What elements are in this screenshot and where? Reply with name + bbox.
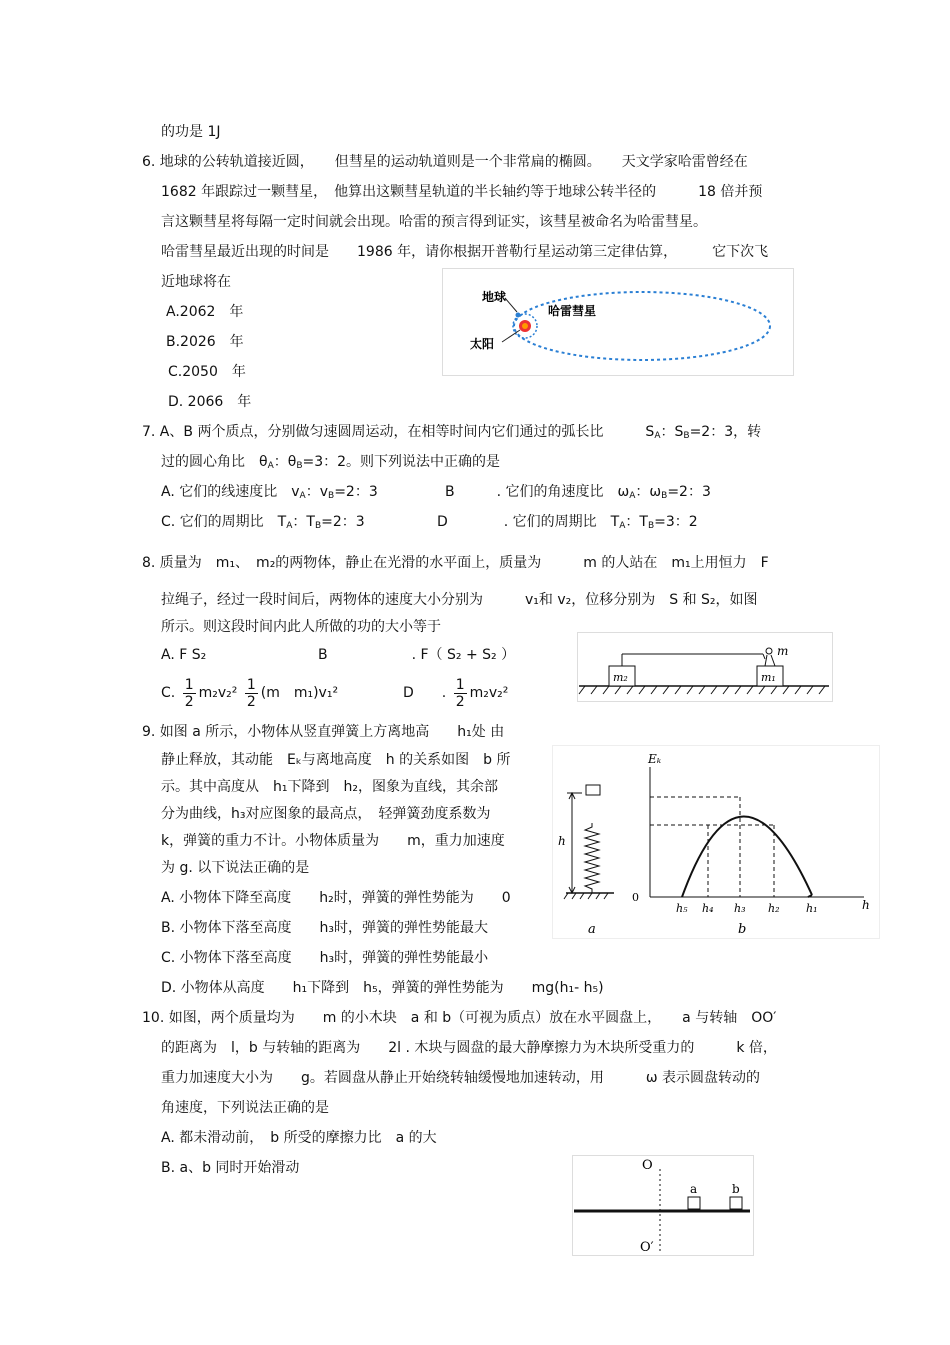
svg-text:b: b — [738, 922, 747, 937]
q9-line-6: 为 g. 以下说法正确的是 — [161, 860, 310, 876]
q9-line-1: 9. 如图 a 所示，小物体从竖直弹簧上方离地高 h₁处 由 — [142, 724, 505, 740]
q9-line-2: 静止释放，其动能 Eₖ与离地高度 h 的关系如图 b 所 — [161, 752, 511, 768]
comet-label: 哈雷彗星 — [548, 304, 597, 318]
q6-line-3: 言这颗彗星将每隔一定时间就会出现。哈雷的预言得到证实，该彗星被命名为哈雷彗星。 — [161, 214, 707, 230]
q10-option-a: A. 都未滑动前， b 所受的摩擦力比 a 的大 — [161, 1130, 437, 1146]
svg-text:m₂: m₂ — [613, 671, 628, 684]
q8-blocks-figure — [577, 632, 833, 702]
block-b — [730, 1197, 742, 1209]
sun-label: 太阳 — [470, 337, 495, 351]
q10-line-4: 角速度，下列说法正确的是 — [161, 1100, 329, 1116]
q6-option-d: D. 2066 年 — [168, 394, 252, 410]
svg-text:b: b — [732, 1182, 740, 1196]
q8-line-3: 所示。则这段时间内此人所做的功的大小等于 — [161, 619, 441, 635]
q9-line-3: 示。其中高度从 h₁下降到 h₂，图象为直线，其余部 — [161, 779, 498, 795]
q8-line-1: 8. 质量为 m₁、 m₂的两物体，静止在光滑的水平面上，质量为 m 的人站在 m₁上用恒力 F — [142, 555, 769, 571]
q10-line-1: 10. 如图，两个质量均为 m 的小木块 a 和 b（可视为质点）放在水平圆盘上， a 与转轴 OO′ — [142, 1010, 777, 1026]
q10-line-3: 重力加速度大小为 g。若圆盘从静止开始绕转轴缓慢地加速转动，用 ω 表示圆盘转动的 — [161, 1070, 761, 1086]
q6-line-2: 1682 年跟踪过一颗彗星， 他算出这颗彗星轨道的半长轴约等于地球公转半径的 18 倍并预 — [161, 184, 763, 200]
svg-text:h₄: h₄ — [702, 902, 714, 915]
q8-line-2: 拉绳子，经过一段时间后，两物体的速度大小分别为 v₁和 v₂，位移分别为 S 和 S₂，如图 — [161, 592, 758, 608]
carryover-line: 的功是 1J — [161, 124, 221, 140]
q8-option-c: C. $\frac{1}{2}$ m₂v₂² $\frac{1}{2}$ (m m₁)v₁² — [161, 676, 339, 710]
svg-text:a: a — [690, 1182, 698, 1196]
q10-option-b: B. a、b 同时开始滑动 — [161, 1160, 300, 1176]
q8-option-b: B . F（ S₂ + S₂ ） — [318, 647, 516, 663]
falling-block — [586, 785, 600, 795]
q6-option-b: B.2026 年 — [166, 334, 244, 350]
q7-line-1: 7. A、B 两个质点，分别做匀速圆周运动，在相等时间内它们通过的弧长比 $S_A$：$S_B=2$：3，转 — [142, 424, 762, 441]
q9-line-4: 分为曲线，h₃对应图象的最高点， 轻弹簧劲度系数为 — [161, 806, 491, 822]
q6-option-c: C.2050 年 — [168, 364, 246, 380]
svg-text:O′: O′ — [640, 1240, 654, 1255]
q9-option-d: D. 小物体从高度 h₁下降到 h₅，弹簧的弹性势能为 mg(h₁- h₅) — [161, 980, 604, 996]
q7-option-a: A. 它们的线速度比 $v_A$：$v_B=2$：3 — [161, 484, 378, 501]
q9-option-b: B. 小物体下落至高度 h₃时，弹簧的弹性势能最大 — [161, 920, 488, 936]
q8-option-d: D . $\frac{1}{2}$ m₂v₂² — [403, 676, 509, 710]
q7-option-b: B . 它们的角速度比 $\omega_A$：$\omega_B=2$：3 — [445, 484, 711, 501]
block-a — [688, 1197, 700, 1209]
q7-option-c: C. 它们的周期比 $T_A$：$T_B=2$：3 — [161, 514, 365, 531]
q9-spring-figure — [552, 745, 880, 939]
svg-text:h₁: h₁ — [806, 902, 818, 915]
svg-text:m₁: m₁ — [761, 671, 776, 684]
svg-text:h: h — [558, 834, 566, 848]
svg-text:h₅: h₅ — [676, 902, 688, 915]
q6-option-a: A.2062 年 — [166, 304, 244, 320]
q6-orbit-figure — [442, 268, 794, 376]
q6-line-1: 6. 地球的公转轨道接近圆， 但彗星的运动轨道则是一个非常扁的椭圆。 天文学家哈雷曾经在 — [142, 154, 748, 170]
earth-label: 地球 — [482, 290, 507, 304]
svg-text:0: 0 — [632, 891, 639, 904]
q9-option-a: A. 小物体下降至高度 h₂时，弹簧的弹性势能为 0 — [161, 890, 511, 906]
q6-line-4: 哈雷彗星最近出现的时间是 1986 年，请你根据开普勒行星运动第三定律估算， 它下次飞 — [161, 244, 769, 260]
svg-text:a: a — [588, 922, 596, 937]
svg-text:h₃: h₃ — [734, 902, 746, 915]
fraction-half: $\frac{1}{2}$ — [184, 676, 194, 710]
svg-text:O: O — [642, 1158, 653, 1173]
earth-icon — [516, 313, 521, 318]
q6-line-5: 近地球将在 — [161, 274, 231, 290]
svg-text:h: h — [862, 898, 870, 912]
fraction-half: $\frac{1}{2}$ — [246, 676, 256, 710]
q7-option-d: D . 它们的周期比 $T_A$：$T_B=3$：2 — [437, 514, 698, 531]
q9-line-5: k，弹簧的重力不计。小物体质量为 m，重力加速度 — [161, 833, 505, 849]
q10-disc-figure — [572, 1155, 754, 1258]
q8-option-a: A. F S₂ — [161, 647, 207, 663]
fraction-half: $\frac{1}{2}$ — [455, 676, 465, 710]
svg-text:h₂: h₂ — [768, 902, 780, 915]
q7-line-2: 过的圆心角比 $\theta_A$：$\theta_B=3$：2。则下列说法中正确的是 — [161, 454, 501, 471]
svg-text:Eₖ: Eₖ — [648, 752, 662, 766]
q9-option-c: C. 小物体下落至高度 h₃时，弹簧的弹性势能最小 — [161, 950, 489, 966]
q10-line-2: 的距离为 l，b 与转轴的距离为 2l . 木块与圆盘的最大静摩擦力为木块所受重力的 k 倍， — [161, 1040, 777, 1056]
svg-text:m: m — [777, 644, 789, 658]
